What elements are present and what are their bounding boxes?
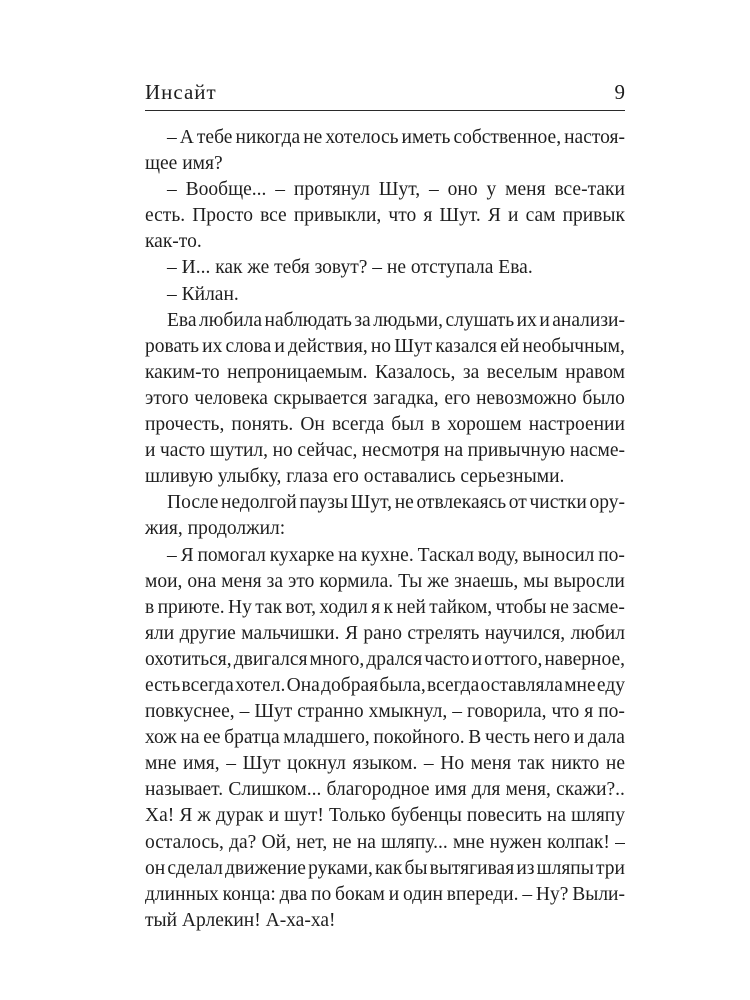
text-line: повкуснее, – Шут странно хмыкнул, – говорила, что я по- xyxy=(145,701,625,723)
text-line: щее имя? xyxy=(145,153,223,175)
text-line: хож на ее братца младшего, покойного. В честь него и дала xyxy=(145,727,625,749)
text-line: есть. Просто все привыкли, что я Шут. Я и сам привык xyxy=(145,205,625,227)
text-line: – А тебе никогда не хотелось иметь собственное, настоя- xyxy=(167,127,625,148)
text-line: длинных конца: два по бокам и один впереди. – Ну? Выли- xyxy=(145,883,625,905)
text-line: охотиться, двигался много, дрался часто и оттого, наверное, xyxy=(145,648,625,670)
text-line: шливую улыбку, глаза его оставались серьезными. xyxy=(145,466,565,488)
text-line: – Вообще... – протянул Шут, – оно у меня все-таки xyxy=(167,179,625,201)
text-line: мои, она меня за это кормила. Ты же знаешь, мы выросли xyxy=(145,570,625,592)
text-line: После недолгой паузы Шут, не отвлекаясь от чистки ору- xyxy=(167,492,625,514)
text-line: называет. Слишком... благородное имя для меня, скажи?.. xyxy=(145,779,625,801)
text-line: этого человека скрывается загадка, его невозможно было xyxy=(145,387,625,409)
text-line: и часто шутил, но сейчас, несмотря на привычную насме- xyxy=(145,440,625,462)
running-header xyxy=(145,78,625,111)
text-line: осталось, да? Ой, нет, не на шляпу... мне нужен колпак! – xyxy=(145,831,625,853)
text-line: – Кйлан. xyxy=(167,283,239,305)
text-line: прочесть, понять. Он всегда был в хорошем настроении xyxy=(145,414,625,436)
text-line: есть всегда хотел. Она добрая была, всегда оставляла мне еду xyxy=(145,674,625,696)
page-body-text xyxy=(145,125,625,934)
page-number: 9 xyxy=(614,80,625,104)
text-line: он сделал движение руками, как бы вытягивая из шляпы три xyxy=(145,857,625,879)
text-line: – Я помогал кухарке на кухне. Таскал воду, выносил по- xyxy=(167,544,625,566)
text-line: – И... как же тебя зовут? – не отступала Ева. xyxy=(167,257,533,279)
text-line: тый Арлекин! А-ха-ха! xyxy=(145,909,336,931)
text-line: в приюте. Ну так вот, ходил я к ней тайком, чтобы не засме- xyxy=(145,596,625,618)
text-line: мне имя, – Шут цокнул языком. – Но меня так никто не xyxy=(145,753,625,775)
text-line: ровать их слова и действия, но Шут казался ей необычным, xyxy=(145,335,625,357)
text-line: яли другие мальчишки. Я рано стрелять научился, любил xyxy=(145,622,625,644)
text-line: жия, продолжил: xyxy=(145,518,286,540)
text-line: Ха! Я ж дурак и шут! Только бубенцы повесить на шляпу xyxy=(145,805,625,827)
text-line: как-то. xyxy=(145,231,202,253)
text-line: каким-то непроницаемым. Казалось, за веселым нравом xyxy=(145,361,625,383)
text-line: Ева любила наблюдать за людьми, слушать их и анализи- xyxy=(167,309,625,331)
book-title: Инсайт xyxy=(145,80,217,104)
